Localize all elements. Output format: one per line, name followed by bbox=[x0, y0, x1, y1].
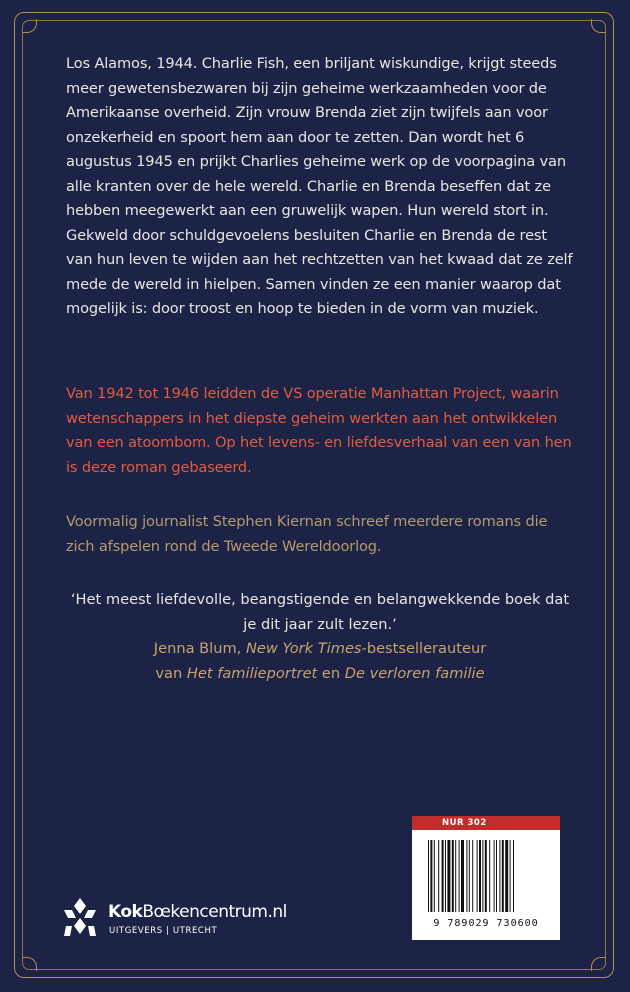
historical-note: Van 1942 tot 1946 leidden de VS operatie Manhattan Project, waarin wetenschappers in het diepste geheim werkten aan het ontwikkelen van een atoombom. Op het levens- en liefdesverhaal van een van hen is deze roman gebaseerd. bbox=[66, 385, 572, 476]
barcode-icon bbox=[428, 840, 544, 916]
publisher-subtitle: UITGEVERS | UTRECHT bbox=[109, 926, 218, 936]
nur-code: NUR 302 bbox=[412, 816, 560, 830]
isbn-number: 9 789029 730600 bbox=[433, 918, 539, 929]
summary-paragraph: Los Alamos, 1944. Charlie Fish, een briljant wiskundige, krijgt steeds meer gewetensbezwaren bij zijn geheime werkzaamheden voor de Amerikaanse overheid. Zijn vrouw Brenda ziet zijn twijfels aan voor onzekerheid en spoort hem aan door te zetten. Dan wordt het 6 augustus 1945 en prijkt Charlies geheime werk op de voorpagina van alle kranten over de hele wereld. Charlie en Brenda beseffen dat ze hebben meegewerkt aan een gruwelijk wapen. Hun wereld stort in. bbox=[66, 55, 566, 219]
review-quote bbox=[66, 588, 574, 686]
quote-text: ‘Het meest liefdevolle, beangstigende en belangwekkende boek dat je dit jaar zult lezen.’ bbox=[70, 591, 570, 633]
isbn-barcode bbox=[412, 830, 560, 940]
summary-paragraph: Gekweld door schuldgevoelens besluiten Charlie en Brenda de rest van hun leven te wijden aan het rechtzetten van het kwaad dat ze zelf mede de wereld in hielpen. Samen vinden ze een manier waarop dat mogelijk is: door troost en hoop te bieden in de vorm van muziek. bbox=[66, 226, 573, 317]
quote-attribution-books: van Het familieportret en De verloren familie bbox=[155, 664, 485, 682]
publisher-mark-icon bbox=[60, 896, 100, 940]
publisher-name: KokBœkencentrum.nl bbox=[108, 902, 287, 922]
author-note: Voormalig journalist Stephen Kiernan schreef meerdere romans die zich afspelen rond de Tweede Wereldoorlog. bbox=[66, 513, 548, 555]
book-summary bbox=[66, 52, 574, 322]
quote-attribution: Jenna Blum, New York Times-bestsellerauteur bbox=[153, 640, 487, 657]
